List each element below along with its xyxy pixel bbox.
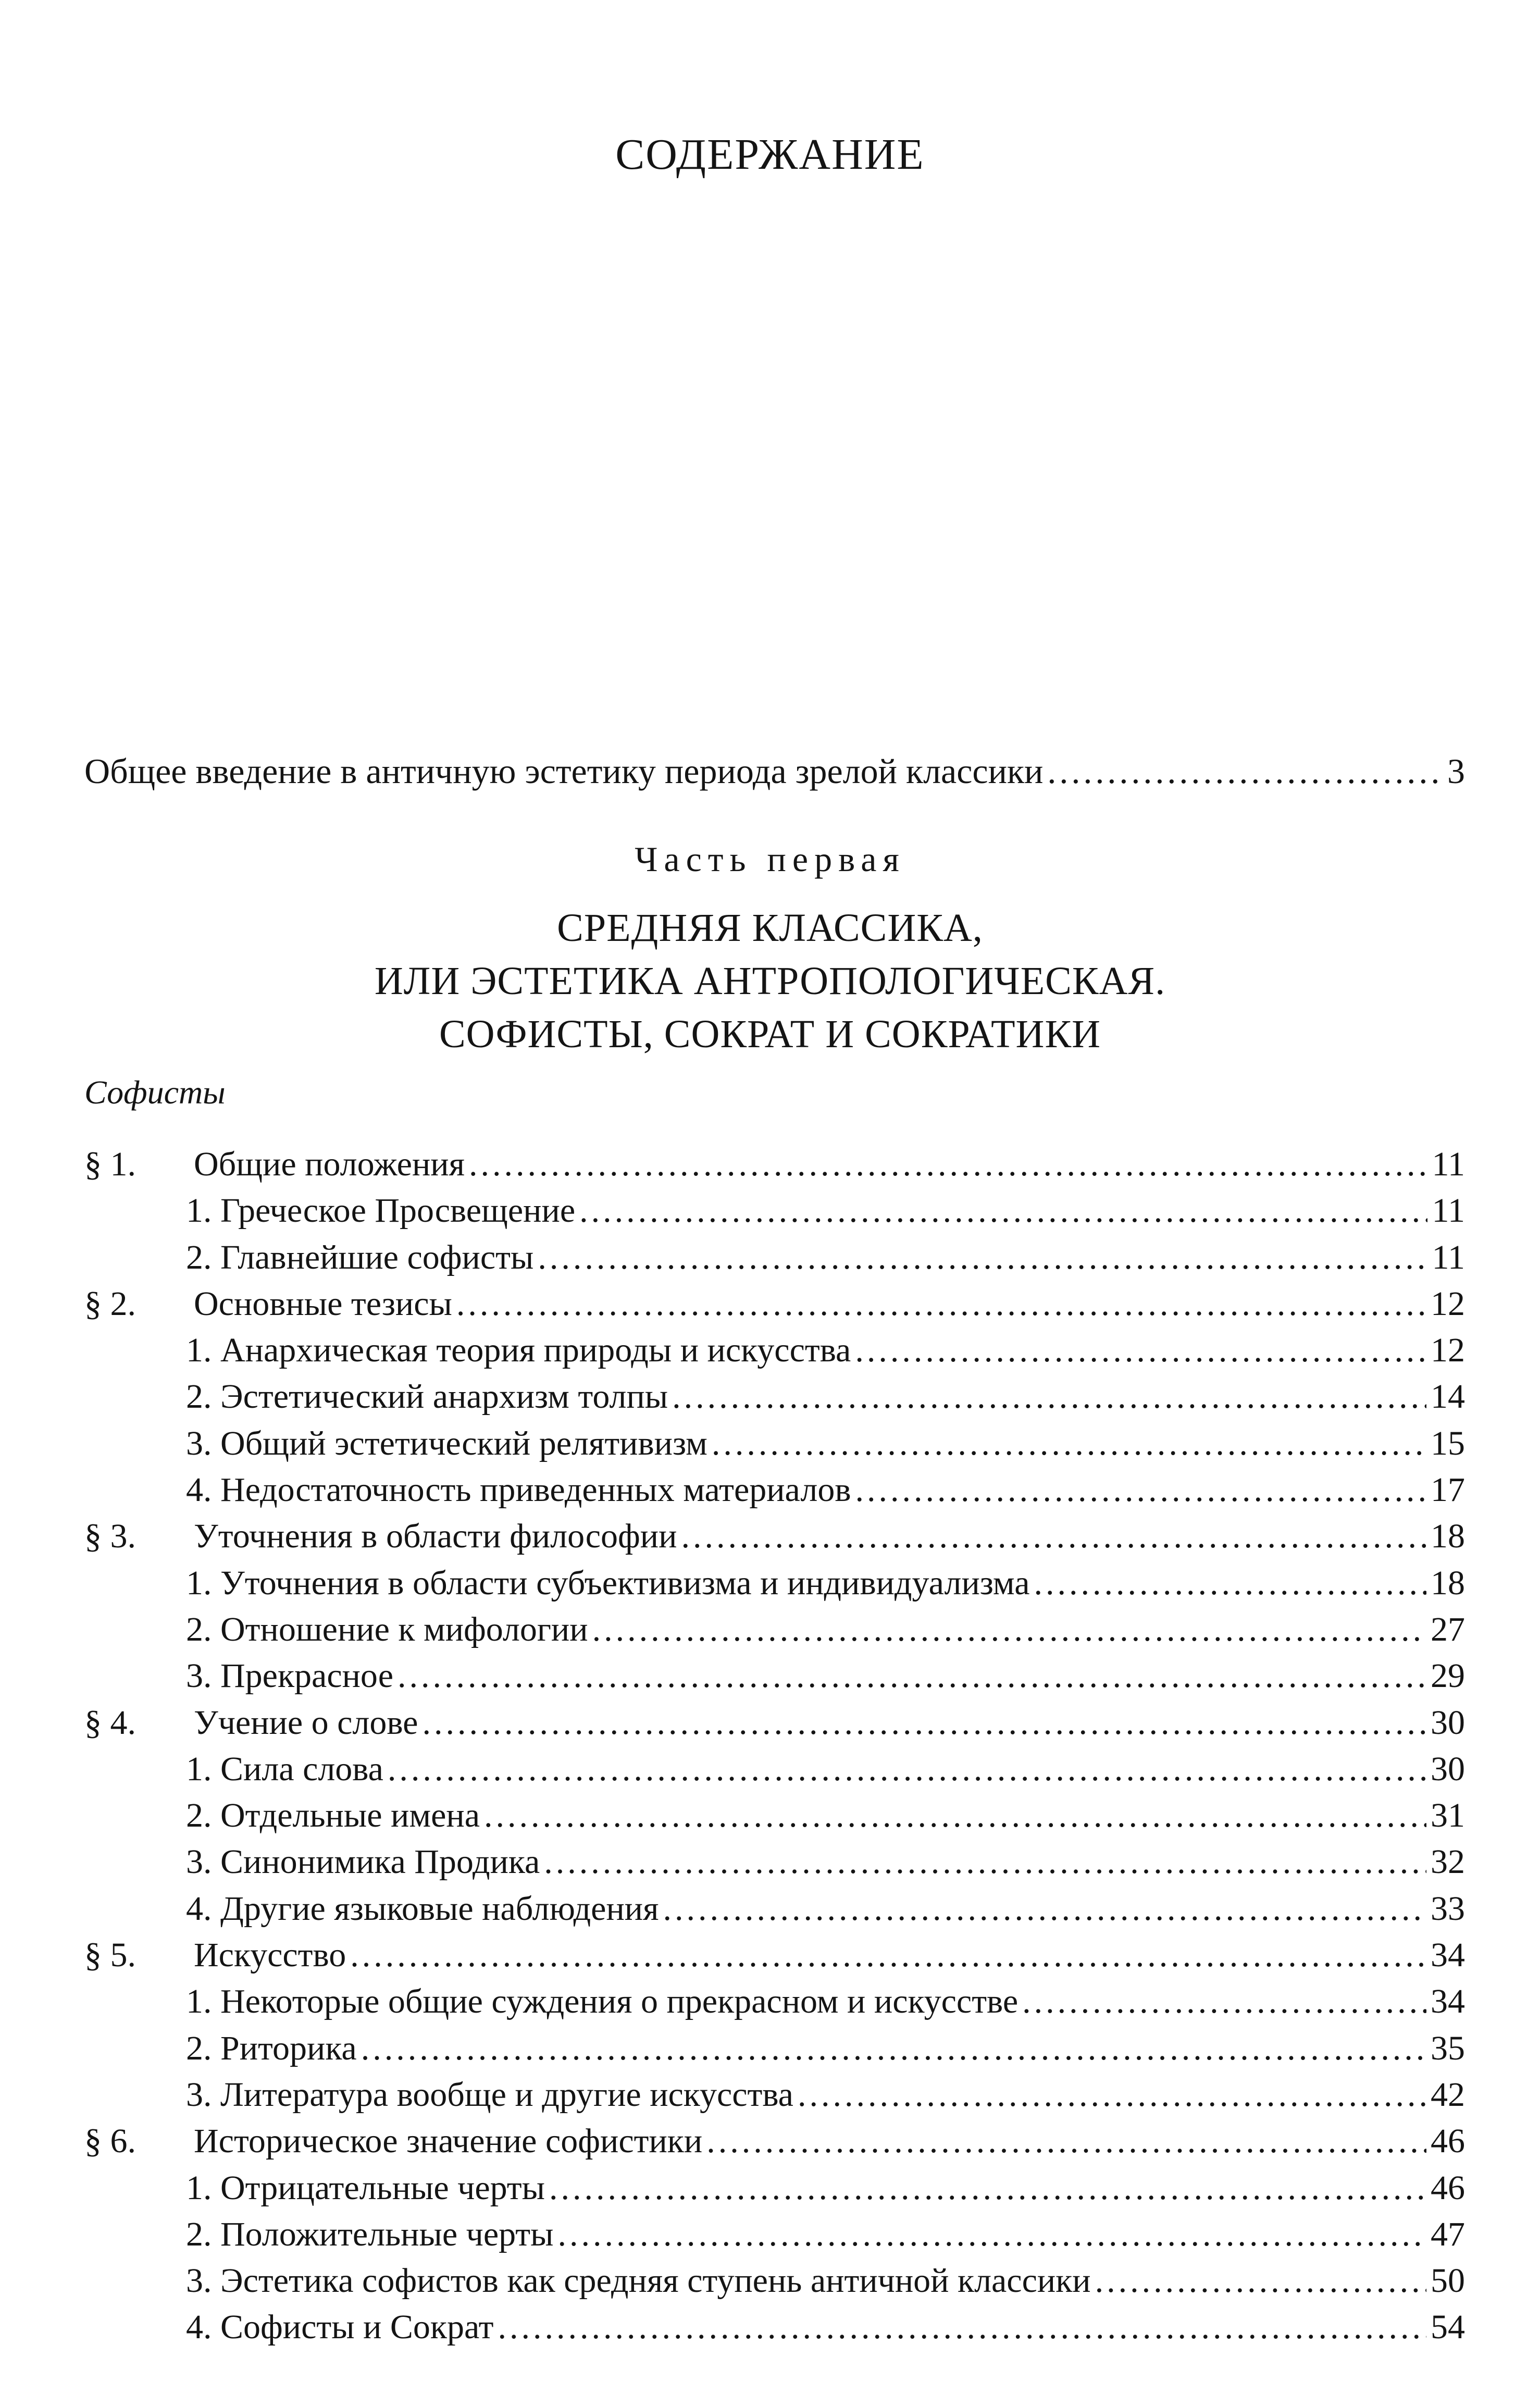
leader-dots [544, 1839, 1426, 1885]
part-title [0, 901, 1540, 1061]
toc-page-number: 12 [1431, 1331, 1465, 1370]
toc-subsection-row[interactable] [84, 1606, 1465, 1653]
toc-page-number: 14 [1431, 1378, 1465, 1416]
part-title-line: СОФИСТЫ, СОКРАТ И СОКРАТИКИ [439, 1012, 1101, 1056]
part-title-line: СРЕДНЯЯ КЛАССИКА, [557, 906, 983, 950]
leader-dots [592, 1606, 1426, 1653]
toc-page-number: 30 [1431, 1750, 1465, 1788]
toc-page-number: 34 [1431, 1936, 1465, 1975]
leader-dots [498, 2304, 1426, 2350]
leader-dots [712, 1420, 1426, 1467]
section-heading: Софисты [84, 1074, 226, 1111]
leader-dots [557, 2211, 1426, 2257]
leader-dots [456, 1281, 1426, 1327]
toc-subsection-row[interactable] [84, 2025, 1465, 2071]
leader-dots [1034, 1560, 1426, 1606]
toc-entry-text: 2. Главнейшие софисты [186, 1238, 534, 1276]
leader-dots [422, 1699, 1426, 1746]
leader-dots [469, 1141, 1427, 1187]
toc-section-row[interactable] [84, 1513, 1465, 1559]
toc-entry-text: Уточнения в области философии [194, 1517, 677, 1556]
toc-subsection-row[interactable] [84, 2304, 1465, 2350]
toc-subsection-row[interactable] [84, 2211, 1465, 2257]
toc-subsection-row[interactable] [84, 1792, 1465, 1839]
toc-page-number: 42 [1431, 2075, 1465, 2114]
toc-subsection-row[interactable] [84, 2165, 1465, 2211]
toc-page-number: 29 [1431, 1657, 1465, 1695]
toc-page-number: 11 [1432, 1238, 1465, 1276]
toc-page-number: 54 [1431, 2308, 1465, 2347]
toc-page-number: 31 [1431, 1796, 1465, 1835]
toc-entry-intro[interactable] [84, 748, 1465, 795]
toc-section-row[interactable] [84, 1141, 1465, 1187]
toc-entry-text: 2. Положительные черты [186, 2215, 554, 2253]
toc-entry-text: 4. Софисты и Сократ [186, 2308, 494, 2347]
leader-dots [681, 1513, 1426, 1559]
leader-dots [798, 2071, 1426, 2118]
page-title: СОДЕРЖАНИЕ [615, 130, 925, 179]
toc-page-number: 46 [1431, 2122, 1465, 2161]
toc-entry-text: Общее введение в античную эстетику периода зрелой классики [84, 751, 1044, 791]
toc-entry-text: 1. Отрицательные черты [186, 2168, 545, 2207]
toc-entry-text: Общие положения [194, 1145, 465, 1183]
toc-page-number: 11 [1432, 1145, 1465, 1183]
toc-page-number: 33 [1431, 1889, 1465, 1928]
leader-dots [706, 2118, 1426, 2164]
toc-entry-text: 1. Некоторые общие суждения о прекрасном и искусстве [186, 1982, 1019, 2021]
toc-page-number: 12 [1431, 1284, 1465, 1323]
toc-entry-text: 2. Отношение к мифологии [186, 1610, 588, 1648]
toc-entry-text: 3. Общий эстетический релятивизм [186, 1424, 707, 1462]
toc-entry-text: 1. Уточнения в области субъективизма и индивидуализма [186, 1564, 1030, 1602]
leader-dots [350, 1932, 1426, 1978]
toc-entry-text: 4. Недостаточность приведенных материалов [186, 1471, 851, 1509]
toc-page-number: 32 [1431, 1843, 1465, 1881]
toc-entry-text: 3. Синонимика Продика [186, 1843, 540, 1881]
leader-dots [663, 1885, 1426, 1932]
toc-subsection-row[interactable] [84, 2257, 1465, 2304]
toc-entry-text: 1. Анархическая теория природы и искусства [186, 1331, 851, 1370]
toc-section-row[interactable] [84, 2118, 1465, 2164]
toc-section-row[interactable] [84, 1932, 1465, 1978]
toc-entry-text: 2. Эстетический анархизм толпы [186, 1378, 668, 1416]
toc-subsection-row[interactable] [84, 1978, 1465, 2025]
toc-subsection-row[interactable] [84, 2071, 1465, 2118]
part-title-line: ИЛИ ЭСТЕТИКА АНТРОПОЛОГИЧЕСКАЯ. [374, 959, 1166, 1003]
leader-dots [388, 1746, 1426, 1792]
part-label: Часть первая [635, 839, 905, 879]
toc-page-number: 30 [1431, 1703, 1465, 1742]
leader-dots [1047, 748, 1443, 795]
toc-entry-text: 4. Другие языковые наблюдения [186, 1889, 659, 1928]
toc-subsection-row[interactable] [84, 1420, 1465, 1467]
leader-dots [1095, 2257, 1426, 2304]
toc-entry-text: Учение о слове [194, 1703, 418, 1742]
toc-subsection-row[interactable] [84, 1373, 1465, 1420]
toc-section-number: § 5. [84, 1936, 136, 1975]
toc-section-number: § 4. [84, 1703, 136, 1742]
leader-dots [484, 1792, 1426, 1839]
toc-page-number: 3 [1447, 751, 1465, 791]
toc-entry-text: 2. Отдельные имена [186, 1796, 480, 1835]
toc-entry-text: Основные тезисы [194, 1284, 452, 1323]
table-of-contents [84, 1141, 1465, 2351]
toc-section-number: § 2. [84, 1284, 136, 1323]
toc-subsection-row[interactable] [84, 1234, 1465, 1281]
toc-entry-text: 3. Литература вообще и другие искусства [186, 2075, 793, 2114]
leader-dots [672, 1373, 1426, 1420]
leader-dots [1022, 1978, 1426, 2025]
toc-page-number: 18 [1431, 1564, 1465, 1602]
toc-page-number: 34 [1431, 1982, 1465, 2021]
leader-dots [538, 1234, 1427, 1281]
toc-section-number: § 1. [84, 1145, 136, 1183]
toc-entry-text: 1. Греческое Просвещение [186, 1192, 576, 1230]
toc-subsection-row[interactable] [84, 1653, 1465, 1699]
toc-page-number: 18 [1431, 1517, 1465, 1556]
toc-section-row[interactable] [84, 1699, 1465, 1746]
toc-subsection-row[interactable] [84, 1746, 1465, 1792]
leader-dots [579, 1187, 1427, 1234]
toc-subsection-row[interactable] [84, 1467, 1465, 1513]
toc-page-number: 46 [1431, 2168, 1465, 2207]
leader-dots [855, 1327, 1426, 1373]
toc-entry-text: 3. Эстетика софистов как средняя ступень античной классики [186, 2262, 1091, 2300]
toc-section-number: § 6. [84, 2122, 136, 2161]
toc-subsection-row[interactable] [84, 1885, 1465, 1932]
toc-entry-text: Искусство [194, 1936, 346, 1975]
toc-entry-text: 1. Сила слова [186, 1750, 383, 1788]
toc-page-number: 17 [1431, 1471, 1465, 1509]
toc-page-number: 50 [1431, 2262, 1465, 2300]
toc-page-number: 11 [1432, 1192, 1465, 1230]
toc-subsection-row[interactable] [84, 1839, 1465, 1885]
toc-entry-text: 3. Прекрасное [186, 1657, 394, 1695]
toc-subsection-row[interactable] [84, 1560, 1465, 1606]
toc-page-number: 15 [1431, 1424, 1465, 1462]
toc-section-row[interactable] [84, 1281, 1465, 1327]
toc-entry-text: Историческое значение софистики [194, 2122, 703, 2161]
toc-page-number: 35 [1431, 2029, 1465, 2067]
leader-dots [361, 2025, 1426, 2071]
toc-entry-text: 2. Риторика [186, 2029, 357, 2067]
leader-dots [398, 1653, 1426, 1699]
leader-dots [549, 2165, 1426, 2211]
toc-subsection-row[interactable] [84, 1327, 1465, 1373]
toc-subsection-row[interactable] [84, 1187, 1465, 1234]
toc-page-number: 27 [1431, 1610, 1465, 1648]
leader-dots [855, 1467, 1426, 1513]
toc-page-number: 47 [1431, 2215, 1465, 2253]
toc-section-number: § 3. [84, 1517, 136, 1556]
